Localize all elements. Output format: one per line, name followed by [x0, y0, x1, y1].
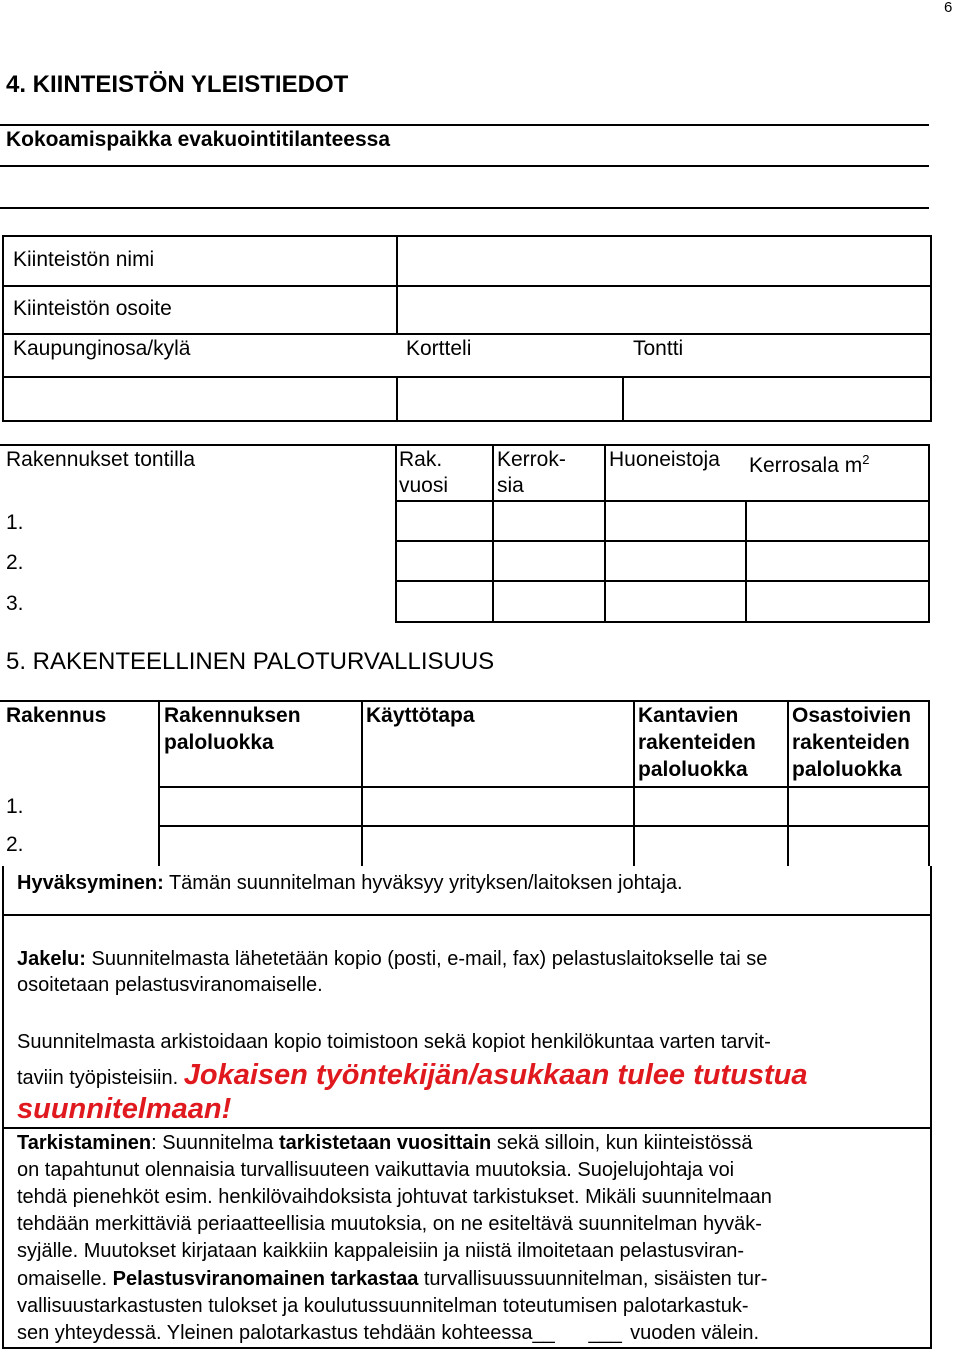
divider: [0, 700, 930, 702]
divider: [745, 500, 747, 623]
block-field[interactable]: [398, 378, 622, 418]
partition-header: rakenteiden: [792, 731, 910, 754]
district-field[interactable]: [4, 378, 396, 418]
divider: [0, 444, 930, 446]
archive-text: taviin työpisteisiin.: [17, 1067, 184, 1089]
floor-area-header: [749, 448, 869, 478]
assembly-point-field[interactable]: [0, 167, 929, 207]
property-address-field[interactable]: [398, 287, 928, 333]
divider: [395, 580, 930, 582]
load-bearing-header: paloluokka: [638, 758, 748, 781]
section-4-heading: 4. KIINTEISTÖN YLEISTIEDOT: [6, 71, 349, 98]
page-number: 6: [944, 0, 953, 16]
building-row-number: 2.: [6, 833, 24, 856]
distribution-line: osoitetaan pelastusviranomaiselle.: [17, 974, 323, 996]
property-address-label: Kiinteistön osoite: [13, 297, 172, 320]
distribution-body: Suunnitelmasta lähetetään kopio (posti, e-mail, fax) pelastuslaitokselle tai se: [85, 948, 768, 970]
review-line: vallisuustarkastusten tulokset ja koulutussuunnitelman toteutumisen palotarkastuk-: [17, 1295, 749, 1317]
building-row-number: 1.: [6, 511, 24, 534]
archive-line: [17, 1093, 232, 1125]
approval-label: Hyväksyminen:: [17, 872, 164, 894]
construction-year-header: Rak.: [399, 448, 443, 471]
review-text: : Suunnitelma: [151, 1132, 279, 1154]
floors-header: Kerrok-: [497, 448, 566, 471]
divider: [2, 914, 930, 916]
review-line: tehdä pienehköt esim. henkilövaihdoksista johtuvat tarkistukset. Mikäli suunnitelmaan: [17, 1186, 772, 1208]
usage-header: Käyttötapa: [366, 704, 475, 727]
review-text: vuoden välein.: [624, 1322, 760, 1344]
divider: [0, 207, 929, 209]
divider: [395, 444, 397, 623]
property-name-label: Kiinteistön nimi: [13, 248, 155, 271]
load-bearing-header: Kantavien: [638, 704, 739, 727]
plot-label: Tontti: [633, 337, 684, 360]
inspection-interval-field[interactable]: ___: [588, 1322, 622, 1344]
floor-area-unit-sup: 2: [862, 452, 870, 467]
divider: [2, 333, 930, 335]
property-name-field[interactable]: [398, 237, 928, 285]
divider: [158, 786, 930, 788]
divider: [928, 444, 930, 623]
divider: [2, 1127, 930, 1129]
review-text: turvallisuussuunnitelman, sisäisten tur-: [418, 1268, 768, 1290]
plot-field[interactable]: [624, 378, 928, 418]
emphasis-text: Jokaisen työntekijän/asukkaan tulee tutustua: [183, 1059, 808, 1091]
review-line: on tapahtunut olennaisia turvallisuuteen vaikuttavia muutoksia. Suojelujohtaja voi: [17, 1159, 735, 1181]
review-line: [17, 1130, 753, 1156]
review-line: syjälle. Muutokset kirjataan kaikkiin kappaleisiin ja niistä ilmoitetaan pelastusviran-: [17, 1240, 745, 1262]
building-row-number: 3.: [6, 592, 24, 615]
floor-area-label: Kerrosala m: [749, 454, 863, 477]
distribution-label: Jakelu:: [17, 948, 86, 970]
section-5-heading: 5. RAKENTEELLINEN PALOTURVALLISUUS: [6, 648, 495, 675]
review-text: sekä silloin, kun kiinteistössä: [491, 1132, 753, 1154]
partition-header: paloluokka: [792, 758, 902, 781]
divider: [395, 540, 930, 542]
district-label: Kaupunginosa/kylä: [13, 337, 191, 360]
approval-text: [17, 870, 683, 896]
archive-line: [17, 1059, 808, 1091]
inspection-interval-field[interactable]: __: [532, 1322, 555, 1344]
construction-year-header: vuosi: [399, 474, 449, 497]
review-text: omaiselle.: [17, 1268, 113, 1290]
divider: [361, 700, 363, 866]
divider: [928, 700, 930, 866]
floors-header: sia: [497, 474, 524, 497]
buildings-column-header: Rakennukset tontilla: [6, 448, 196, 471]
divider: [395, 500, 930, 502]
review-label: Tarkistaminen: [17, 1132, 152, 1154]
divider: [158, 825, 930, 827]
review-line: tehdään merkittäviä periaatteellisia muutoksia, on ne esiteltävä suunnitelman hyväk-: [17, 1213, 762, 1235]
building-row-number: 2.: [6, 551, 24, 574]
fire-class-header: Rakennuksen: [164, 704, 301, 727]
block-label: Kortteli: [406, 337, 472, 360]
building-column-header: Rakennus: [6, 704, 107, 727]
review-text: sen yhteydessä. Yleinen palotarkastus tehdään kohteessa: [17, 1322, 533, 1344]
emphasis-text: suunnitelmaan!: [17, 1093, 232, 1125]
review-line: [17, 1266, 767, 1292]
assembly-point-label: Kokoamispaikka evakuointitilanteessa: [6, 128, 390, 151]
apartments-header: Huoneistoja: [609, 448, 720, 471]
partition-header: Osastoivien: [792, 704, 912, 727]
divider: [787, 700, 789, 866]
divider: [158, 700, 160, 866]
review-text-bold: tarkistetaan vuosittain: [278, 1132, 492, 1154]
approval-body: Tämän suunnitelman hyväksyy yrityksen/laitoksen johtaja.: [163, 872, 683, 894]
review-text-bold: Pelastusviranomainen tarkastaa: [112, 1268, 419, 1290]
divider: [0, 124, 929, 126]
building-row-number: 1.: [6, 795, 24, 818]
review-line: [17, 1320, 759, 1346]
divider: [604, 444, 606, 623]
divider: [492, 444, 494, 623]
distribution-line: [17, 946, 767, 972]
archive-line: Suunnitelmasta arkistoidaan kopio toimistoon sekä kopiot henkilökuntaa varten tarvit-: [17, 1031, 771, 1053]
divider: [395, 621, 930, 623]
divider: [633, 700, 635, 866]
fire-class-header: paloluokka: [164, 731, 274, 754]
load-bearing-header: rakenteiden: [638, 731, 756, 754]
